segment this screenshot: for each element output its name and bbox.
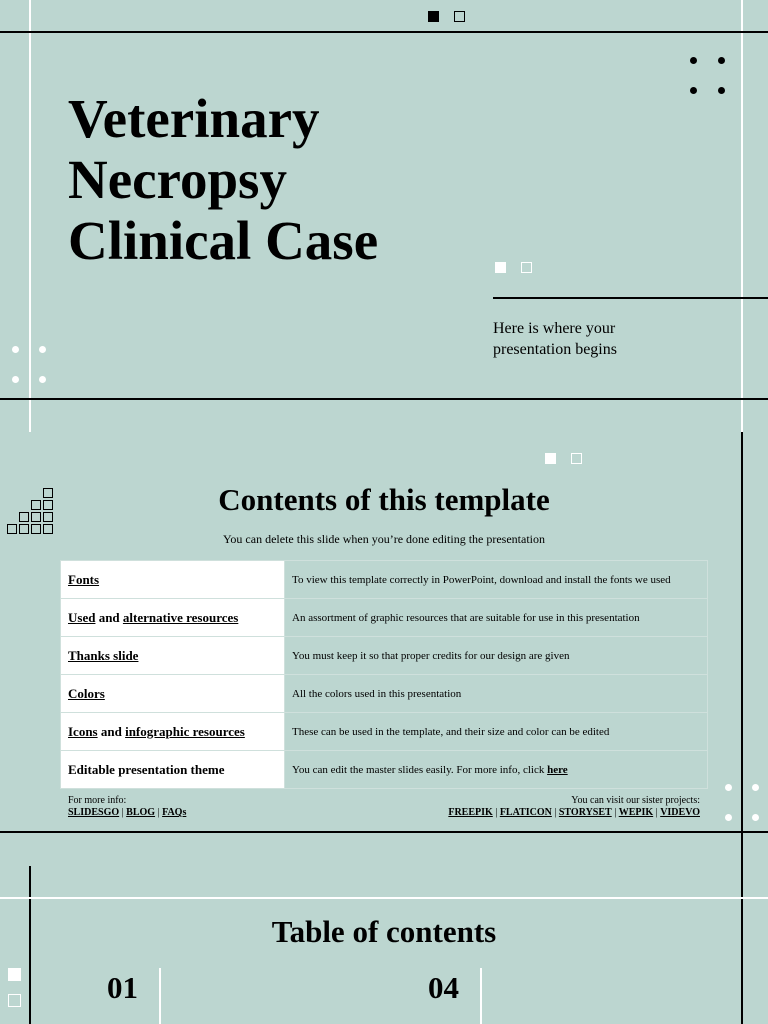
presentation-title: [68, 88, 378, 271]
toc-number: 04: [428, 970, 459, 1005]
used-resources-link[interactable]: Used: [68, 609, 96, 625]
dot-icon: [12, 346, 19, 353]
icons-link[interactable]: Icons: [68, 723, 98, 739]
alternative-resources-link[interactable]: alternative resources: [122, 609, 239, 625]
white-vertical-line: [159, 968, 161, 1024]
flaticon-link[interactable]: FLATICON: [499, 807, 552, 818]
filled-square-icon: [545, 453, 556, 464]
storyset-link[interactable]: STORYSET: [558, 807, 612, 818]
freepik-link[interactable]: FREEPIK: [448, 807, 493, 818]
infographic-resources-link[interactable]: infographic resources: [125, 723, 245, 739]
table-row: [61, 561, 708, 599]
dot-icon: [39, 346, 46, 353]
slidesgo-link[interactable]: SLIDESGO: [68, 807, 120, 818]
row-description: All the colors used in this presentation: [285, 675, 708, 713]
fonts-link[interactable]: Fonts: [68, 571, 100, 587]
table-row: Used and alternative resources An assortment of graphic resources that are suitable for use in this presentation: [61, 599, 708, 637]
contents-note: You can delete this slide when you’re done editing the presentation: [222, 532, 546, 546]
row-description: These can be used in the template, and their size and color can be edited: [285, 713, 708, 751]
contents-heading: Contents of this template: [218, 482, 550, 517]
subtitle-rule: [493, 297, 768, 299]
outline-square-icon: [8, 994, 21, 1007]
table-row: Icons and infographic resources These can be used in the template, and their size and color can be edited: [61, 713, 708, 751]
blog-link[interactable]: BLOG: [126, 807, 156, 818]
row-description: An assortment of graphic resources that are suitable for use in this presentation: [285, 599, 708, 637]
outline-square-icon: [521, 262, 532, 273]
white-vertical-line: [29, 0, 31, 432]
white-horizontal-line: [0, 897, 768, 899]
white-vertical-line: [741, 0, 743, 432]
toc-number: 01: [107, 970, 138, 1005]
dot-icon: [690, 87, 697, 94]
table-row: [61, 675, 708, 713]
faqs-link[interactable]: FAQs: [162, 807, 187, 818]
subtitle: Here is where your presentation begins: [493, 320, 617, 358]
dot-icon: [690, 57, 697, 64]
slide-separator: [0, 398, 768, 400]
here-link[interactable]: here: [547, 763, 568, 776]
row-description: You can edit the master slides easily. For more info, click: [292, 763, 548, 776]
dot-icon: [718, 57, 725, 64]
dot-icon: [12, 376, 19, 383]
outline-square-icon: [454, 11, 465, 22]
dot-icon: [752, 814, 759, 821]
title-line: Clinical Case: [68, 210, 379, 271]
title-line: Necropsy: [68, 149, 287, 210]
dot-icon: [752, 784, 759, 791]
dot-icon: [718, 87, 725, 94]
filled-square-icon: [428, 11, 439, 22]
title-line: Veterinary: [68, 88, 320, 149]
thanks-slide-link[interactable]: Thanks slide: [68, 647, 139, 663]
colors-link[interactable]: Colors: [68, 685, 105, 701]
toc-heading: Table of contents: [271, 914, 497, 949]
filled-square-icon: [495, 262, 506, 273]
table-row: [61, 751, 708, 789]
dot-icon: [725, 814, 732, 821]
row-description: You must keep it so that proper credits for our design are given: [285, 637, 708, 675]
filled-square-icon: [8, 968, 21, 981]
outline-square-icon: [571, 453, 582, 464]
videvo-link[interactable]: VIDEVO: [660, 807, 700, 818]
wepik-link[interactable]: WEPIK: [618, 807, 654, 818]
footer-right: You can visit our sister projects: FREEPIK | FLATICON | STORYSET | WEPIK | VIDEVO: [448, 795, 700, 818]
row-description: To view this template correctly in PowerPoint, download and install the fonts we used: [285, 561, 708, 599]
slide-separator: [0, 831, 768, 833]
dot-icon: [39, 376, 46, 383]
footer-left: For more info: SLIDESGO | BLOG | FAQs: [68, 795, 187, 818]
dot-icon: [725, 784, 732, 791]
divider-line: [0, 31, 768, 33]
contents-table: [60, 560, 708, 789]
table-row: [61, 637, 708, 675]
editable-theme-label: Editable presentation theme: [61, 751, 285, 789]
white-vertical-line: [480, 968, 482, 1024]
